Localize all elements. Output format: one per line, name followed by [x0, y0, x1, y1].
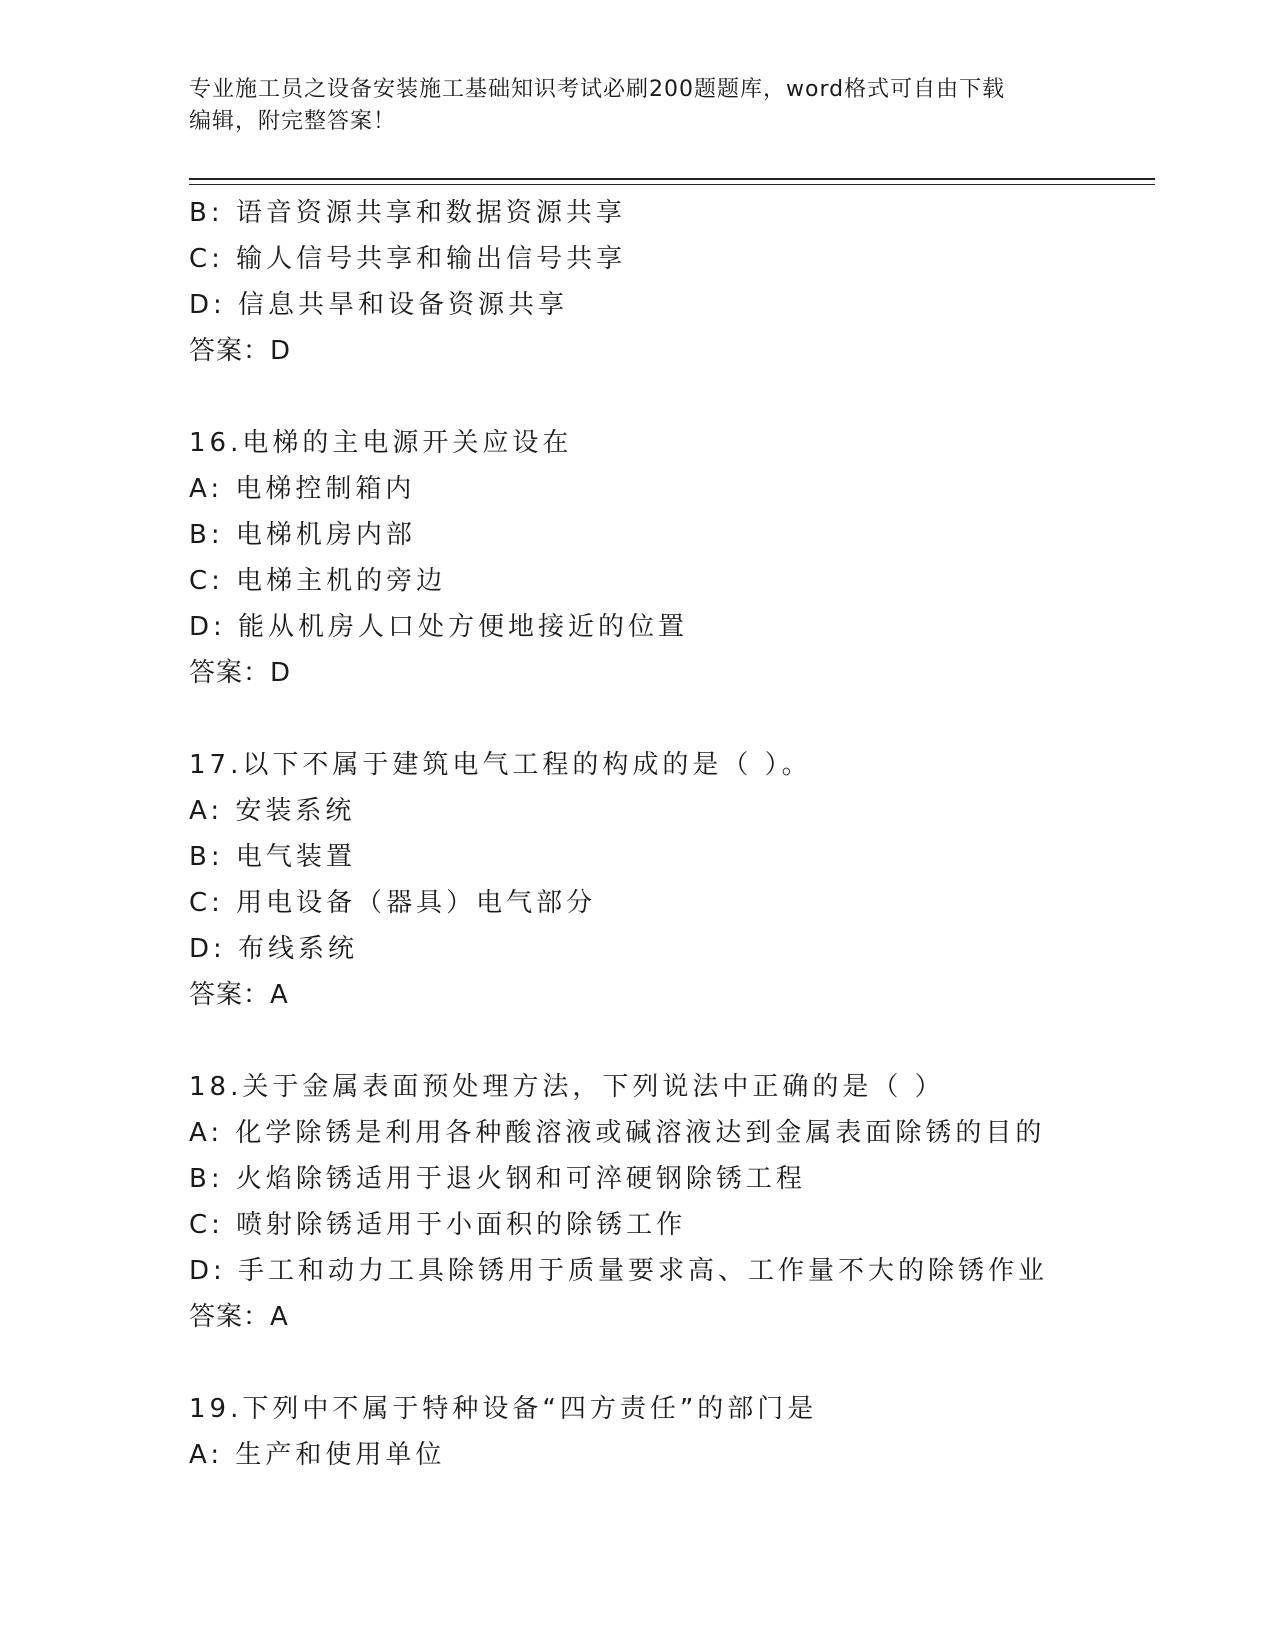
question-15-continued [189, 190, 1155, 374]
option-b: B: 火焰除锈适用于退火钢和可淬硬钢除锈工程 [189, 1164, 806, 1194]
option-a: A: 安装系统 [189, 796, 356, 826]
header-title-line-1: 专业施工员之设备安装施工基础知识考试必刷200题题库，word格式可自由下载 [189, 77, 1006, 102]
option-d: D: 布线系统 [189, 934, 359, 964]
question-17 [189, 742, 1155, 1018]
spacer [189, 696, 1155, 742]
option-a: A: 生产和使用单位 [189, 1440, 446, 1470]
question-stem: 19.下列中不属于特种设备“四方责任”的部门是 [189, 1394, 818, 1424]
spacer [189, 1340, 1155, 1386]
option-c: C: 电梯主机的旁边 [189, 566, 447, 596]
answer-line: 答案：A [189, 980, 289, 1010]
answer-line: 答案：D [189, 658, 292, 688]
option-b: B: 语音资源共享和数据资源共享 [189, 198, 626, 228]
option-a: A: 电梯控制箱内 [189, 474, 416, 504]
option-c: C: 用电设备（器具）电气部分 [189, 888, 597, 918]
option-d: D: 能从机房人口处方便地接近的位置 [189, 612, 689, 642]
option-b: B: 电梯机房内部 [189, 520, 416, 550]
option-d: D: 信息共旱和设备资源共享 [189, 290, 569, 320]
answer-line: 答案：D [189, 336, 292, 366]
question-18 [189, 1064, 1155, 1340]
question-list [189, 190, 1155, 1478]
option-b: B: 电气装置 [189, 842, 356, 872]
option-c: C: 输人信号共享和输出信号共享 [189, 244, 627, 274]
option-a: A: 化学除锈是利用各种酸溶液或碱溶液达到金属表面除锈的目的 [189, 1118, 1046, 1148]
header-divider-thin [189, 184, 1155, 185]
spacer [189, 374, 1155, 420]
header-title-line-2: 编辑，附完整答案！ [189, 109, 397, 134]
document-header [189, 74, 1089, 138]
question-16 [189, 420, 1155, 696]
option-d: D: 手工和动力工具除锈用于质量要求高、工作量不大的除锈作业 [189, 1256, 1049, 1286]
option-c: C: 喷射除锈适用于小面积的除锈工作 [189, 1210, 687, 1240]
header-divider-thick [189, 178, 1155, 180]
answer-line: 答案：A [189, 1302, 289, 1332]
question-stem: 16.电梯的主电源开关应设在 [189, 428, 573, 458]
spacer [189, 1018, 1155, 1064]
question-stem: 17.以下不属于建筑电气工程的构成的是（ ）。 [189, 750, 812, 780]
question-stem: 18.关于金属表面预处理方法，下列说法中正确的是（ ） [189, 1072, 945, 1102]
question-19 [189, 1386, 1155, 1478]
